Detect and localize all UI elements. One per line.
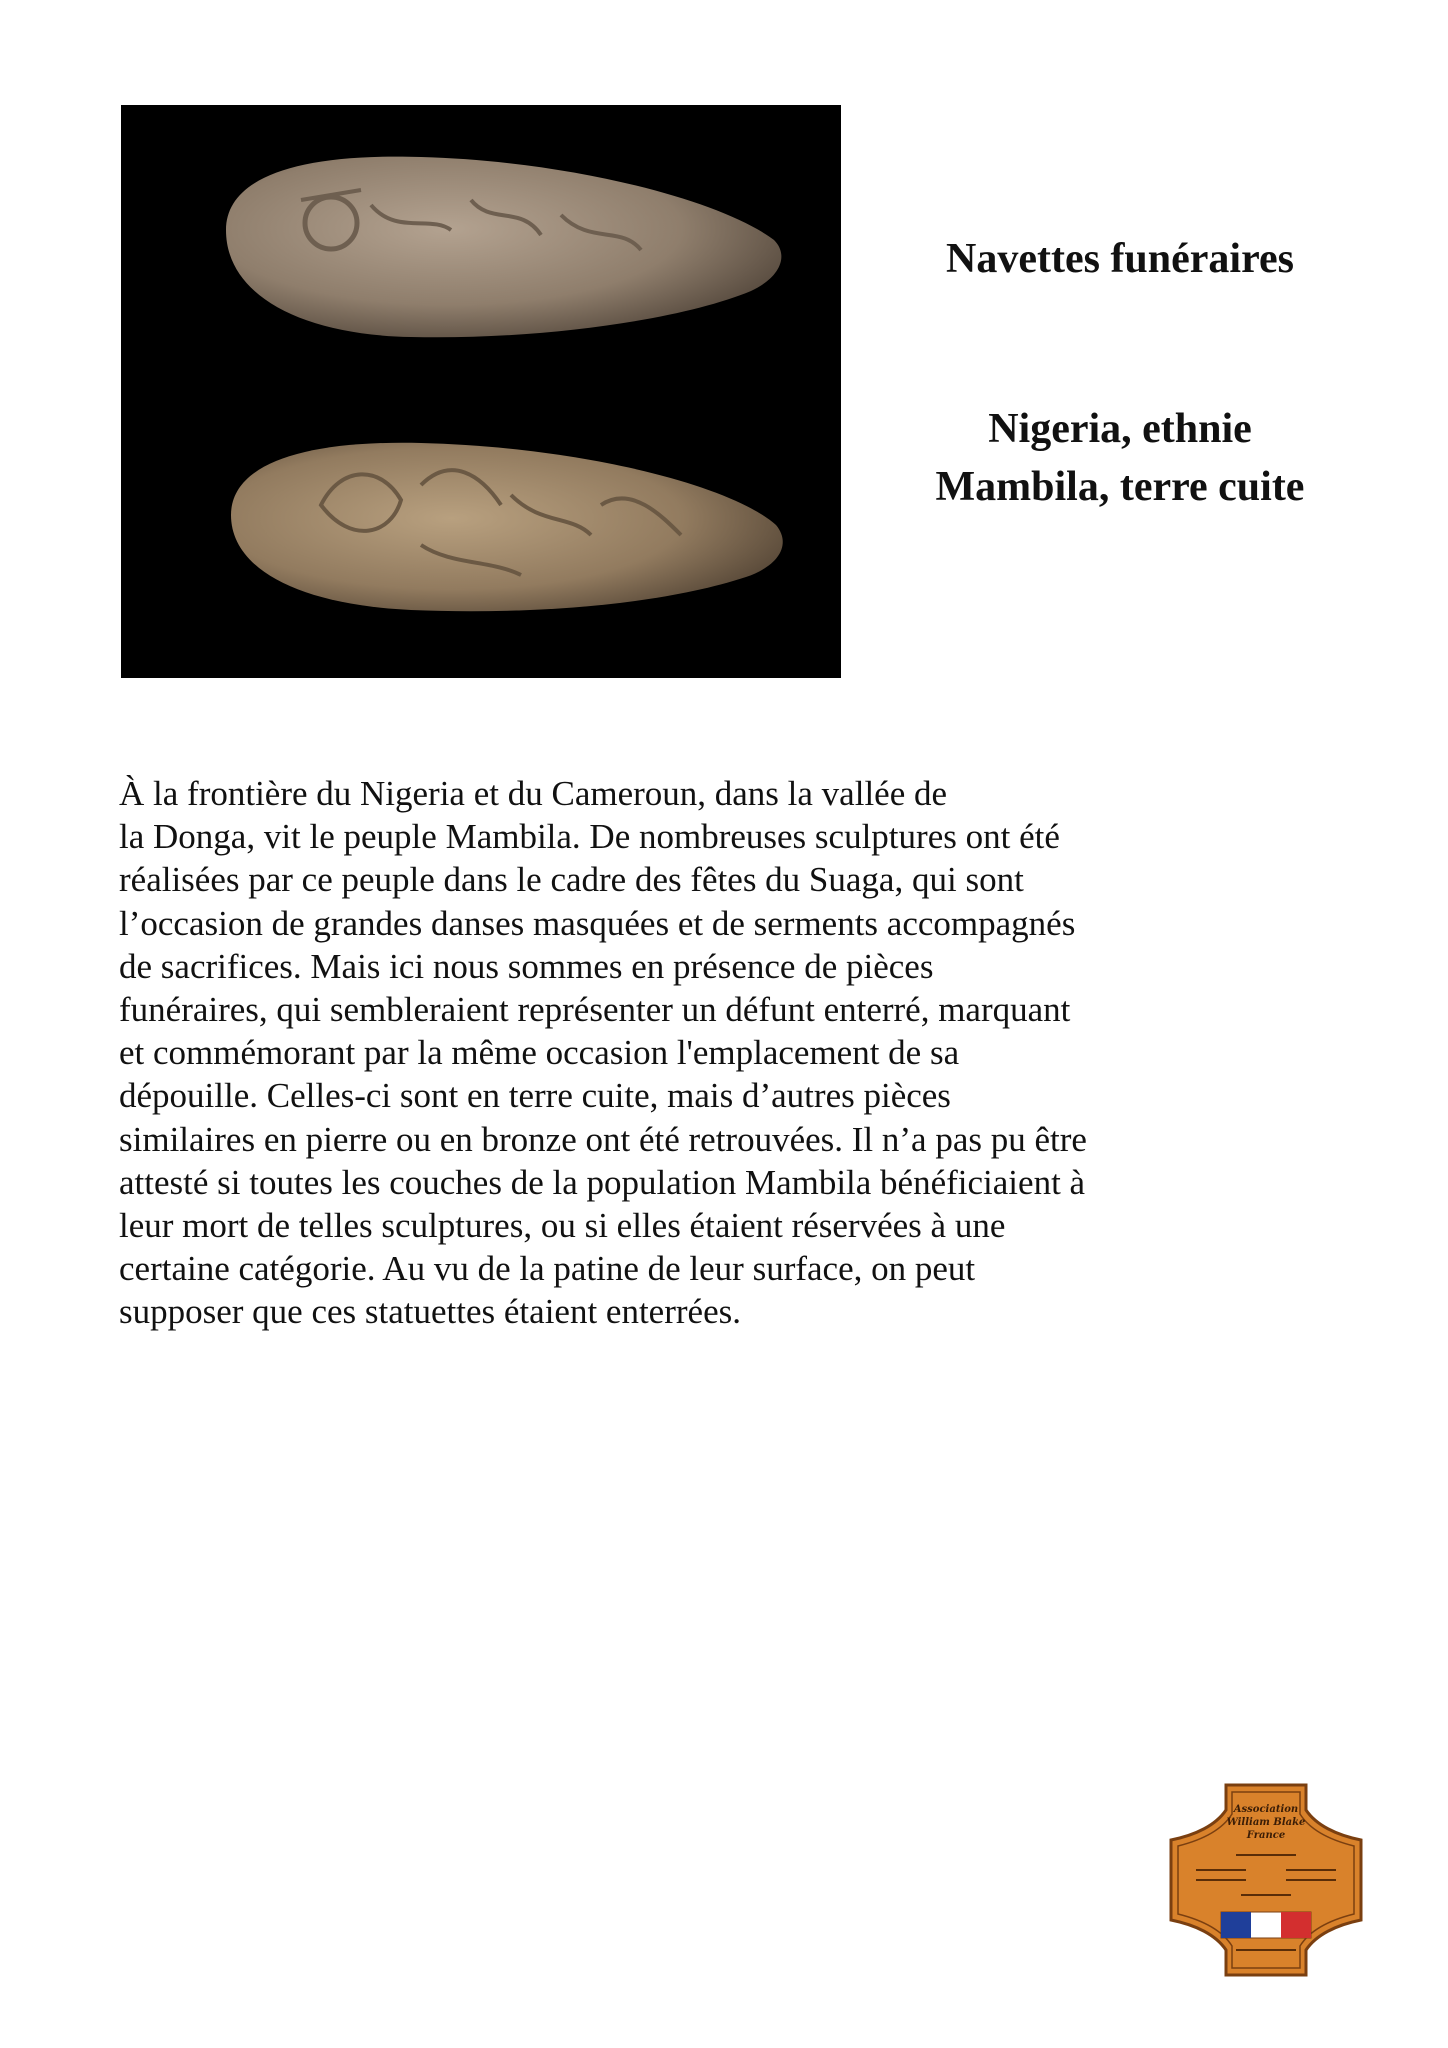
paragraph-line: attesté si toutes les couches de la population Mambila bénéficiaient à bbox=[119, 1162, 1086, 1202]
paragraph-line: funéraires, qui sembleraient représenter un défunt enterré, marquant bbox=[119, 990, 1071, 1030]
page-title: Navettes funéraires bbox=[946, 236, 1294, 282]
paragraph-line: similaires en pierre ou en bronze ont été retrouvées. Il n’a pas pu être bbox=[119, 1119, 1087, 1159]
paragraph-line: l’occasion de grandes danses masquées et de serments accompagnés bbox=[119, 903, 1076, 943]
artifact-photo bbox=[121, 105, 841, 678]
association-logo bbox=[1166, 1780, 1366, 1980]
description-paragraph bbox=[119, 772, 1349, 1334]
subtitle-line-1: Nigeria, ethnie bbox=[988, 406, 1252, 452]
paragraph-line: et commémorant par la même occasion l'emplacement de sa bbox=[119, 1033, 960, 1073]
terracotta-shuttles-image bbox=[121, 105, 841, 678]
paragraph-line: la Donga, vit le peuple Mambila. De nombreuses sculptures ont été bbox=[119, 817, 1060, 857]
paragraph-line: À la frontière du Nigeria et du Cameroun, dans la vallée de bbox=[119, 774, 948, 813]
subtitle-line-2: Mambila, terre cuite bbox=[935, 464, 1305, 510]
paragraph-line: supposer que ces statuettes étaient enterrées. bbox=[119, 1292, 741, 1332]
svg-text:William Blake: William Blake bbox=[1226, 1817, 1306, 1828]
subtitle bbox=[860, 400, 1380, 516]
paragraph-line: réalisées par ce peuple dans le cadre des fêtes du Suaga, qui sont bbox=[119, 860, 1024, 900]
svg-text:France: France bbox=[1246, 1830, 1286, 1841]
paragraph-line: certaine catégorie. Au vu de la patine de leur surface, on peut bbox=[119, 1249, 976, 1289]
paragraph-line: dépouille. Celles-ci sont en terre cuite, mais d’autres pièces bbox=[119, 1076, 951, 1116]
svg-text:Association: Association bbox=[1233, 1804, 1299, 1815]
association-seal-icon bbox=[1166, 1780, 1366, 1980]
paragraph-line: leur mort de telles sculptures, ou si elles étaient réservées à une bbox=[119, 1206, 1006, 1246]
paragraph-line: de sacrifices. Mais ici nous sommes en présence de pièces bbox=[119, 946, 934, 986]
